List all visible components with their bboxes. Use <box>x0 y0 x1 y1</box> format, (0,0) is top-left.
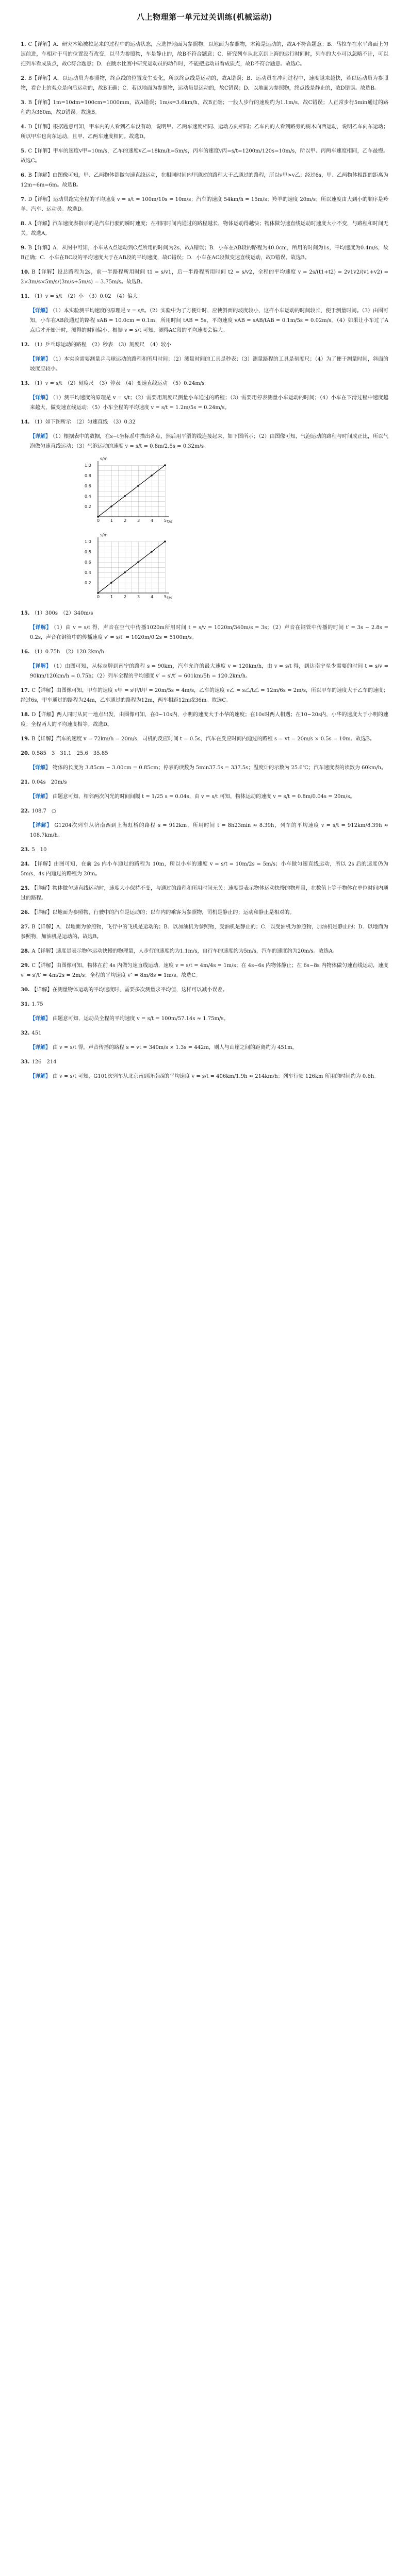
answer-item <box>21 749 388 758</box>
explanation-tag: 【详解】 <box>30 625 52 631</box>
answer-text: 0.585 3 31.1 25.6 35.85 <box>31 751 108 756</box>
x-axis-label: t/s <box>167 596 172 600</box>
question-number: 22. <box>21 808 30 814</box>
answer-text: 由题意可知，相邻两次闪光的时间间隔 t = 1/25 s = 0.04s，由 v = s/t 可知，物体运动的速度 v = s/t = 0.8m/0.04s = 20m/s。 <box>53 794 355 800</box>
question-number: 27. <box>21 924 30 930</box>
answer-text: C【详解】由图像可知，甲车的速度 v甲 = s甲/t甲 = 20m/5s = 4m/s，乙车的速度 v乙 = s乙/t乙 = 12m/6s = 2m/s，所以甲车的速度大于乙车的速度；经过6s，甲车通过的路程为24m，乙车通过的路程为12m，两车相距12m或36m。故选C。 <box>21 688 389 703</box>
question-number: 15. <box>21 611 30 616</box>
answer-text: 108.7 ○ <box>31 808 56 814</box>
answer-item <box>21 1057 388 1067</box>
answer-text: 【详解】以地面为参照物，行驶中的汽车是运动的；以车内的乘客为参照物，司机是静止的；运动和静止是相对的。 <box>31 910 295 916</box>
explanation-tag: 【详解】 <box>30 434 51 439</box>
answer-item <box>21 1014 388 1024</box>
answer-text: 126 214 <box>31 1059 57 1065</box>
answer-text: B【详解】A．以地面为参照物，飞行中的飞机是运动的；B．以加油机为参照物，受油机是静止的；C．以受油机为参照物，加油机是静止的；D．以地面为参照物，加油机是运动的。故选B。 <box>21 924 388 940</box>
answer-text: G1204次列车从济南西到上海虹桥的路程 s = 912km，所用时间 t = 8h23min ≈ 8.39h，列车的平均速度 v = s/t = 912km/8.39h ≈ 108.7km/h。 <box>30 823 388 838</box>
explanation-tag: 【详解】 <box>30 823 53 828</box>
answer-item <box>21 243 388 263</box>
data-point <box>164 540 166 543</box>
answer-text: B【详解】设总路程为2s，前一半路程所用时间 t1 = s/v1，后一半路程所用时间 t2 = s/v2，全程的平均速度 v = 2s/(t1+t2) = 2v1v2/(v1+v2) = 2×3m/s×5m/s/(3m/s+5m/s) = 3.75m/s。故选B。 <box>21 269 388 285</box>
answer-text: 【详解】在测量物体运动的平均速度时，需要多次测量求平均值，这样可以减小误差。 <box>31 987 228 993</box>
y-axis-label: s/m <box>100 456 108 461</box>
answer-item <box>21 647 388 657</box>
question-number: 8. <box>21 221 26 227</box>
answer-text: D【详解】根据题意可知，甲车内的人看到乙车没有动，说明甲、乙两车速度相同、运动方向相同；乙车内的人看到路旁的树木向西运动，说明乙车向东运动；所以甲车也向东运动，且甲、乙两车速度相同。故选D。 <box>21 124 388 140</box>
x-tick-label: 2 <box>124 595 127 599</box>
answer-item <box>21 623 388 642</box>
data-point <box>137 561 139 563</box>
data-point <box>151 551 153 553</box>
x-tick-label: 2 <box>124 518 127 523</box>
data-point <box>110 582 112 584</box>
answer-list <box>21 40 388 1081</box>
answer-text: A【详解】汽车速度表指示的是汽车行驶的瞬时速度；在相同时间内通过的路程越长，物体运动得越快；物体做匀速直线运动时速度大小不变，与路程和时间无关。故选A。 <box>21 221 388 236</box>
answer-item <box>21 267 388 287</box>
y-tick-label: 1.0 <box>85 539 91 544</box>
x-tick-label: 0 <box>97 518 100 523</box>
x-tick-label: 0 <box>97 595 100 599</box>
question-number: 10. <box>21 269 30 275</box>
answer-item <box>21 686 388 705</box>
answer-text: （1）本实验测平均速度的原理是 v = s/t。（2）实验中为了方便计时，应使斜面的坡度较小，这样小车运动的时间较长，便于测量时间。（3）由图可知，小车在AB段通过的路程 sAB = 10.0cm = 0.1m，所用时间 tAB = 5s，平均速度 vAB = sAB/tAB = 0.1m/5s = 0.02m/s。（4）如果让小车过了A点后才开始计时，测得的时间偏小，根据 v = s/t 可知，测得AC段的平均速度会偏大。 <box>30 308 388 333</box>
question-number: 2. <box>21 76 26 81</box>
answer-text: 由题意可知，运动员全程的平均速度 v = s/t = 100m/57.14s ≈ 1.75m/s。 <box>53 1016 229 1022</box>
answer-text: 1.75 <box>31 1002 43 1007</box>
answer-item <box>21 393 388 413</box>
answer-item <box>21 74 388 93</box>
x-tick-label: 5 <box>164 518 167 523</box>
document-title: 八上物理第一单元过关训练(机械运动) <box>137 12 272 22</box>
answer-text: （1）根据表中的数据，在s−t坐标系中描出各点，然后用平滑的线连接起来，如下图所示；（2）由图像可知，气泡运动的路程与时间成正比，所以气泡做匀速直线运动；（3）气泡运动的速度 v = s/t = 0.8m/2.5s = 0.32m/s。 <box>30 434 388 449</box>
x-tick-label: 3 <box>137 518 140 523</box>
motion-graph-2 <box>83 532 175 604</box>
answer-text: （1）v = s/t （2）小 （3）0.02 （4）偏大 <box>31 294 138 299</box>
question-number: 19. <box>21 736 30 742</box>
answer-item <box>21 1072 388 1081</box>
question-number: 32. <box>21 1030 30 1036</box>
answer-item <box>21 662 388 681</box>
answer-text: 【详解】物体做匀速直线运动时，速度大小保持不变，与通过的路程和所用时间无关；速度是表示物体运动快慢的物理量，在数值上等于物体在单位时间内通过的路程。 <box>21 886 388 901</box>
answer-text: 5 10 <box>31 847 47 853</box>
question-number: 20. <box>21 751 30 756</box>
answer-text: 0.04s 20m/s <box>31 779 67 785</box>
question-number: 16. <box>21 649 30 655</box>
answer-text: C【详解】由图像可知，物体在前 4s 内做匀速直线运动，速度 v = s/t = 4m/4s = 1m/s；在 4s~6s 内物体静止；在 6s~8s 内物体做匀速直线运动，速度 v′ = s′/t′ = 4m/2s = 2m/s；全程的平均速度 v″ = 8m/8s = 1m/s。故选C。 <box>21 963 388 978</box>
y-tick-label: 0.6 <box>85 560 91 565</box>
answer-item <box>21 734 388 744</box>
answer-item <box>21 763 388 773</box>
answer-text: D【详解】两人同时从同一地点出发，由图像可知，在0~10s内，小明的速度大于小华的速度；在10s时两人相遇；在10~20s内，小华的速度大于小明的速度；全程两人的平均速度相等。故选D。 <box>21 712 388 727</box>
question-number: 28. <box>21 948 30 954</box>
answer-item <box>21 859 388 879</box>
answer-item <box>21 306 388 335</box>
explanation-tag: 【详解】 <box>30 395 51 401</box>
y-tick-label: 0.8 <box>85 473 91 478</box>
question-number: 1. <box>21 42 26 47</box>
question-number: 14. <box>21 419 30 425</box>
answer-item <box>21 884 388 903</box>
answer-text: （1）v = s/t （2）刻度尺 （3）停表 （4）变速直线运动 （5）0.24m/s <box>31 381 205 386</box>
explanation-tag: 【详解】 <box>30 1016 51 1022</box>
data-point <box>124 495 126 497</box>
answer-text: B【详解】A．以运动员为参照物，终点线的位置发生变化，所以终点线是运动的，故A错误；B．运动员在冲刺过程中，速度越来越快，若以运动员为参照物，看台上的观众是向后运动的，故B正确；C．若以地面为参照物，运动员是运动的，故C错误；D．以地面为参照物，终点线是静止的，故D错误。故选B。 <box>21 76 388 91</box>
x-tick-label: 1 <box>110 595 113 599</box>
answer-text: （1）0.75h （2）120.2km/h <box>31 649 104 655</box>
answer-text: B【详解】由图像可知，甲、乙两物体都做匀速直线运动，在相同时间内甲通过的路程大于乙通过的路程，所以v甲>v乙；经过6s，甲、乙两物体相距的距离为12m−6m=6m。故选B。 <box>21 173 388 188</box>
answer-text: （1）本实验需要测量乒乓球运动的路程和所用时间；（2）测量时间的工具是秒表；（3）测量路程的工具是刻度尺；（4）为了便于测量时间，斜面的坡度应较小。 <box>30 357 388 372</box>
question-number: 29. <box>21 963 30 969</box>
answer-text: 451 <box>31 1030 42 1036</box>
explanation-tag: 【详解】 <box>30 794 51 800</box>
answer-text: （1）乒乓球运动的路程 （2）秒表 （3）刻度尺 （4）较小 <box>31 342 171 348</box>
answer-item <box>21 98 388 117</box>
x-tick-label: 1 <box>110 518 113 523</box>
answer-text: （1）300s （2）340m/s <box>31 611 93 616</box>
x-tick-label: 4 <box>151 518 154 523</box>
question-number: 5. <box>21 148 26 154</box>
answer-text: 由 v = s/t 得，声音传播的路程 s = vt = 340m/s × 1.3s = 442m，则人与山崖之间的距离约为 451m。 <box>53 1045 298 1050</box>
x-tick-label: 4 <box>151 595 154 599</box>
answer-item <box>21 354 388 374</box>
x-tick-label: 3 <box>137 595 140 599</box>
y-axis-label: s/m <box>100 533 108 537</box>
question-number: 13. <box>21 381 30 386</box>
answer-item <box>21 961 388 980</box>
explanation-tag: 【详解】 <box>30 765 51 771</box>
answer-item <box>21 292 388 301</box>
question-number: 11. <box>21 294 30 299</box>
answer-item <box>21 999 388 1009</box>
y-tick-label: 0.8 <box>85 550 91 554</box>
data-point <box>124 571 126 573</box>
answer-text: （1）由图可知，从标志牌到南宁的路程 s = 90km，汽车允许的最大速度 v = 120km/h，由 v = s/t 得，到达南宁至少需要的时间 t = s/v = 90km/120km/h = 0.75h；（2）列车全程的平均速度 v′ = s′/t′ = 601km/5h = 120.2km/h。 <box>30 664 389 679</box>
data-point <box>97 516 99 518</box>
question-number: 18. <box>21 712 30 718</box>
answer-item <box>21 171 388 190</box>
answer-item <box>21 792 388 802</box>
data-point <box>97 592 99 594</box>
answer-text: B【详解】汽车的速度 v = 72km/h = 20m/s，司机的反应时间 t = 0.5s，汽车在反应时间内通过的路程 s = vt = 20m/s × 0.5s = 10m。故选B。 <box>31 736 375 742</box>
x-tick-label: 5 <box>164 595 167 599</box>
answer-item <box>21 908 388 918</box>
question-number: 24. <box>21 861 30 867</box>
question-number: 3. <box>21 100 26 106</box>
answer-text: （1）如下图所示 （2）匀速直线 （3）0.32 <box>31 419 136 425</box>
y-tick-label: 0.6 <box>85 484 91 488</box>
y-tick-label: 0.4 <box>85 570 91 575</box>
answer-item <box>21 1028 388 1038</box>
y-tick-label: 1.0 <box>85 463 91 468</box>
motion-graph-1 <box>83 456 175 528</box>
x-axis-label: t/s <box>167 519 172 524</box>
explanation-tag: 【详解】 <box>30 1045 51 1050</box>
answer-item <box>21 946 388 956</box>
y-tick-label: 0.2 <box>85 504 91 509</box>
answer-item <box>21 821 388 840</box>
answer-text: 物体的长度为 3.85cm − 3.00cm = 0.85cm；停表的读数为 5min37.5s = 337.5s；温度计的示数为 25.6℃；汽车速度表的读数为 60km/h。 <box>53 765 387 771</box>
answer-item <box>21 340 388 350</box>
answer-item <box>21 146 388 166</box>
answer-item <box>21 845 388 855</box>
answer-text: C【详解】甲车的速度v甲=10m/s，乙车的速度v乙=18km/h=5m/s，丙车的速度v丙=s/t=1200m/120s=10m/s，所以甲、丙两车速度相同，乙车最慢。故选C。 <box>21 148 388 164</box>
question-number: 17. <box>21 688 30 693</box>
answer-item <box>21 985 388 995</box>
explanation-tag: 【详解】 <box>30 664 52 669</box>
answer-text: （1）由 v = s/t 得，声音在空气中传播1020m所用时间 t = s/v = 1020m/340m/s = 3s；（2）声音在钢管中传播的时间 t′ = 3s − 2.8s = 0.2s，声音在钢管中的传播速度 v′ = s/t′ = 1020m/0.2s = 5100m/s。 <box>30 625 389 640</box>
answer-text: D【详解】运动员跑完全程的平均速度 v = s/t = 100m/10s = 10m/s；汽车的速度 54km/h = 15m/s；羚羊的速度 20m/s；所以速度由大到小的顺序是羚羊、汽车、运动员。故选D。 <box>21 197 388 212</box>
answer-text: 【详解】由图可知，在前 2s 内小车通过的路程为 10m，所以小车的速度 v = s/t = 10m/2s = 5m/s；小车做匀速直线运动，所以 2s 后的速度仍为 5m/s，4s 内通过的路程为 20m。 <box>21 861 388 877</box>
answer-text: 由 v = s/t 可知，G101次列车从北京南到济南西的平均速度 v = s/t = 406km/1.9h ≈ 214km/h；列车行驶 126km 所用的时间约为 0.6h。 <box>53 1074 380 1079</box>
answer-item <box>21 379 388 388</box>
answer-item <box>21 806 388 816</box>
answer-item <box>21 417 388 427</box>
answer-text: C【详解】A．研究木箱被拉起来的过程中的运动状态，应选择地面为参照物，以地面为参照物，木箱是运动的，故A不符合题意；B．马拉车在水平路面上匀速前进，车相对于马的位置没有改变，以马为参照物，车是静止的，故B不符合题意；C．研究列车从北京到上海的运行时间时，列车的大小可以忽略不计，可以把列车看成质点，故C符合题意；D．在跳水比赛中研究运动员的动作时，不能把运动员看成质点，故D不符合题意。故选C。 <box>21 42 388 67</box>
question-number: 7. <box>21 197 26 202</box>
data-point <box>110 505 112 507</box>
answer-text: B【详解】A．从图中可知，小车从A点运动到C点所用的时间为2s，故A错误；B．小车在AB段的路程为40.0cm，所用的时间为1s，平均速度为0.4m/s，故B正确；C．小车在BC段的平均速度大于在AB段的平均速度，故C错误；D．小车在AC段做变速直线运动，故D错误。故选B。 <box>21 245 388 261</box>
data-point <box>164 464 166 466</box>
answer-text: A【详解】速度是表示物体运动快慢的物理量，人步行的速度约为1.1m/s，自行车的速度约为5m/s，汽车的速度约为20m/s。故选A。 <box>31 948 338 954</box>
y-tick-label: 0.4 <box>85 494 91 499</box>
answer-item <box>21 608 388 618</box>
question-number: 9. <box>21 245 26 251</box>
answer-item <box>21 1043 388 1053</box>
data-point <box>137 485 139 487</box>
question-number: 25. <box>21 886 30 891</box>
data-point <box>151 474 153 477</box>
question-number: 4. <box>21 124 26 130</box>
question-number: 23. <box>21 847 30 853</box>
question-number: 31. <box>21 1002 30 1007</box>
answer-item <box>21 432 388 451</box>
answer-item <box>21 122 388 142</box>
question-number: 6. <box>21 173 26 178</box>
answer-item <box>21 710 388 730</box>
answer-item <box>21 922 388 942</box>
question-number: 33. <box>21 1059 30 1065</box>
answer-item <box>21 219 388 239</box>
answer-item <box>21 195 388 214</box>
answer-text: B【详解】1m=10dm=100cm=1000mm，故A错误；1m/s=3.6km/h，故B正确；一般人步行的速度约为1.1m/s，故C错误；人正常步行5min通过的路程约为360m，故D错误。故选B。 <box>21 100 388 115</box>
answer-text: （1）测平均速度的原理是 v = s/t；（2）需要用刻度尺测量小车通过的路程；（3）需要用停表测量小车运动的时间；（4）小车在下滑过程中速度越来越大，做变速直线运动；（5）小车全程的平均速度 v = s/t = 1.2m/5s = 0.24m/s。 <box>30 395 388 411</box>
question-number: 26. <box>21 910 30 916</box>
explanation-tag: 【详解】 <box>30 308 51 314</box>
answer-item <box>21 40 388 69</box>
question-number: 12. <box>21 342 30 348</box>
answer-item <box>21 777 388 787</box>
question-number: 30. <box>21 987 30 993</box>
explanation-tag: 【详解】 <box>30 357 51 362</box>
explanation-tag: 【详解】 <box>30 1074 51 1079</box>
question-number: 21. <box>21 779 30 785</box>
y-tick-label: 0.2 <box>85 581 91 585</box>
